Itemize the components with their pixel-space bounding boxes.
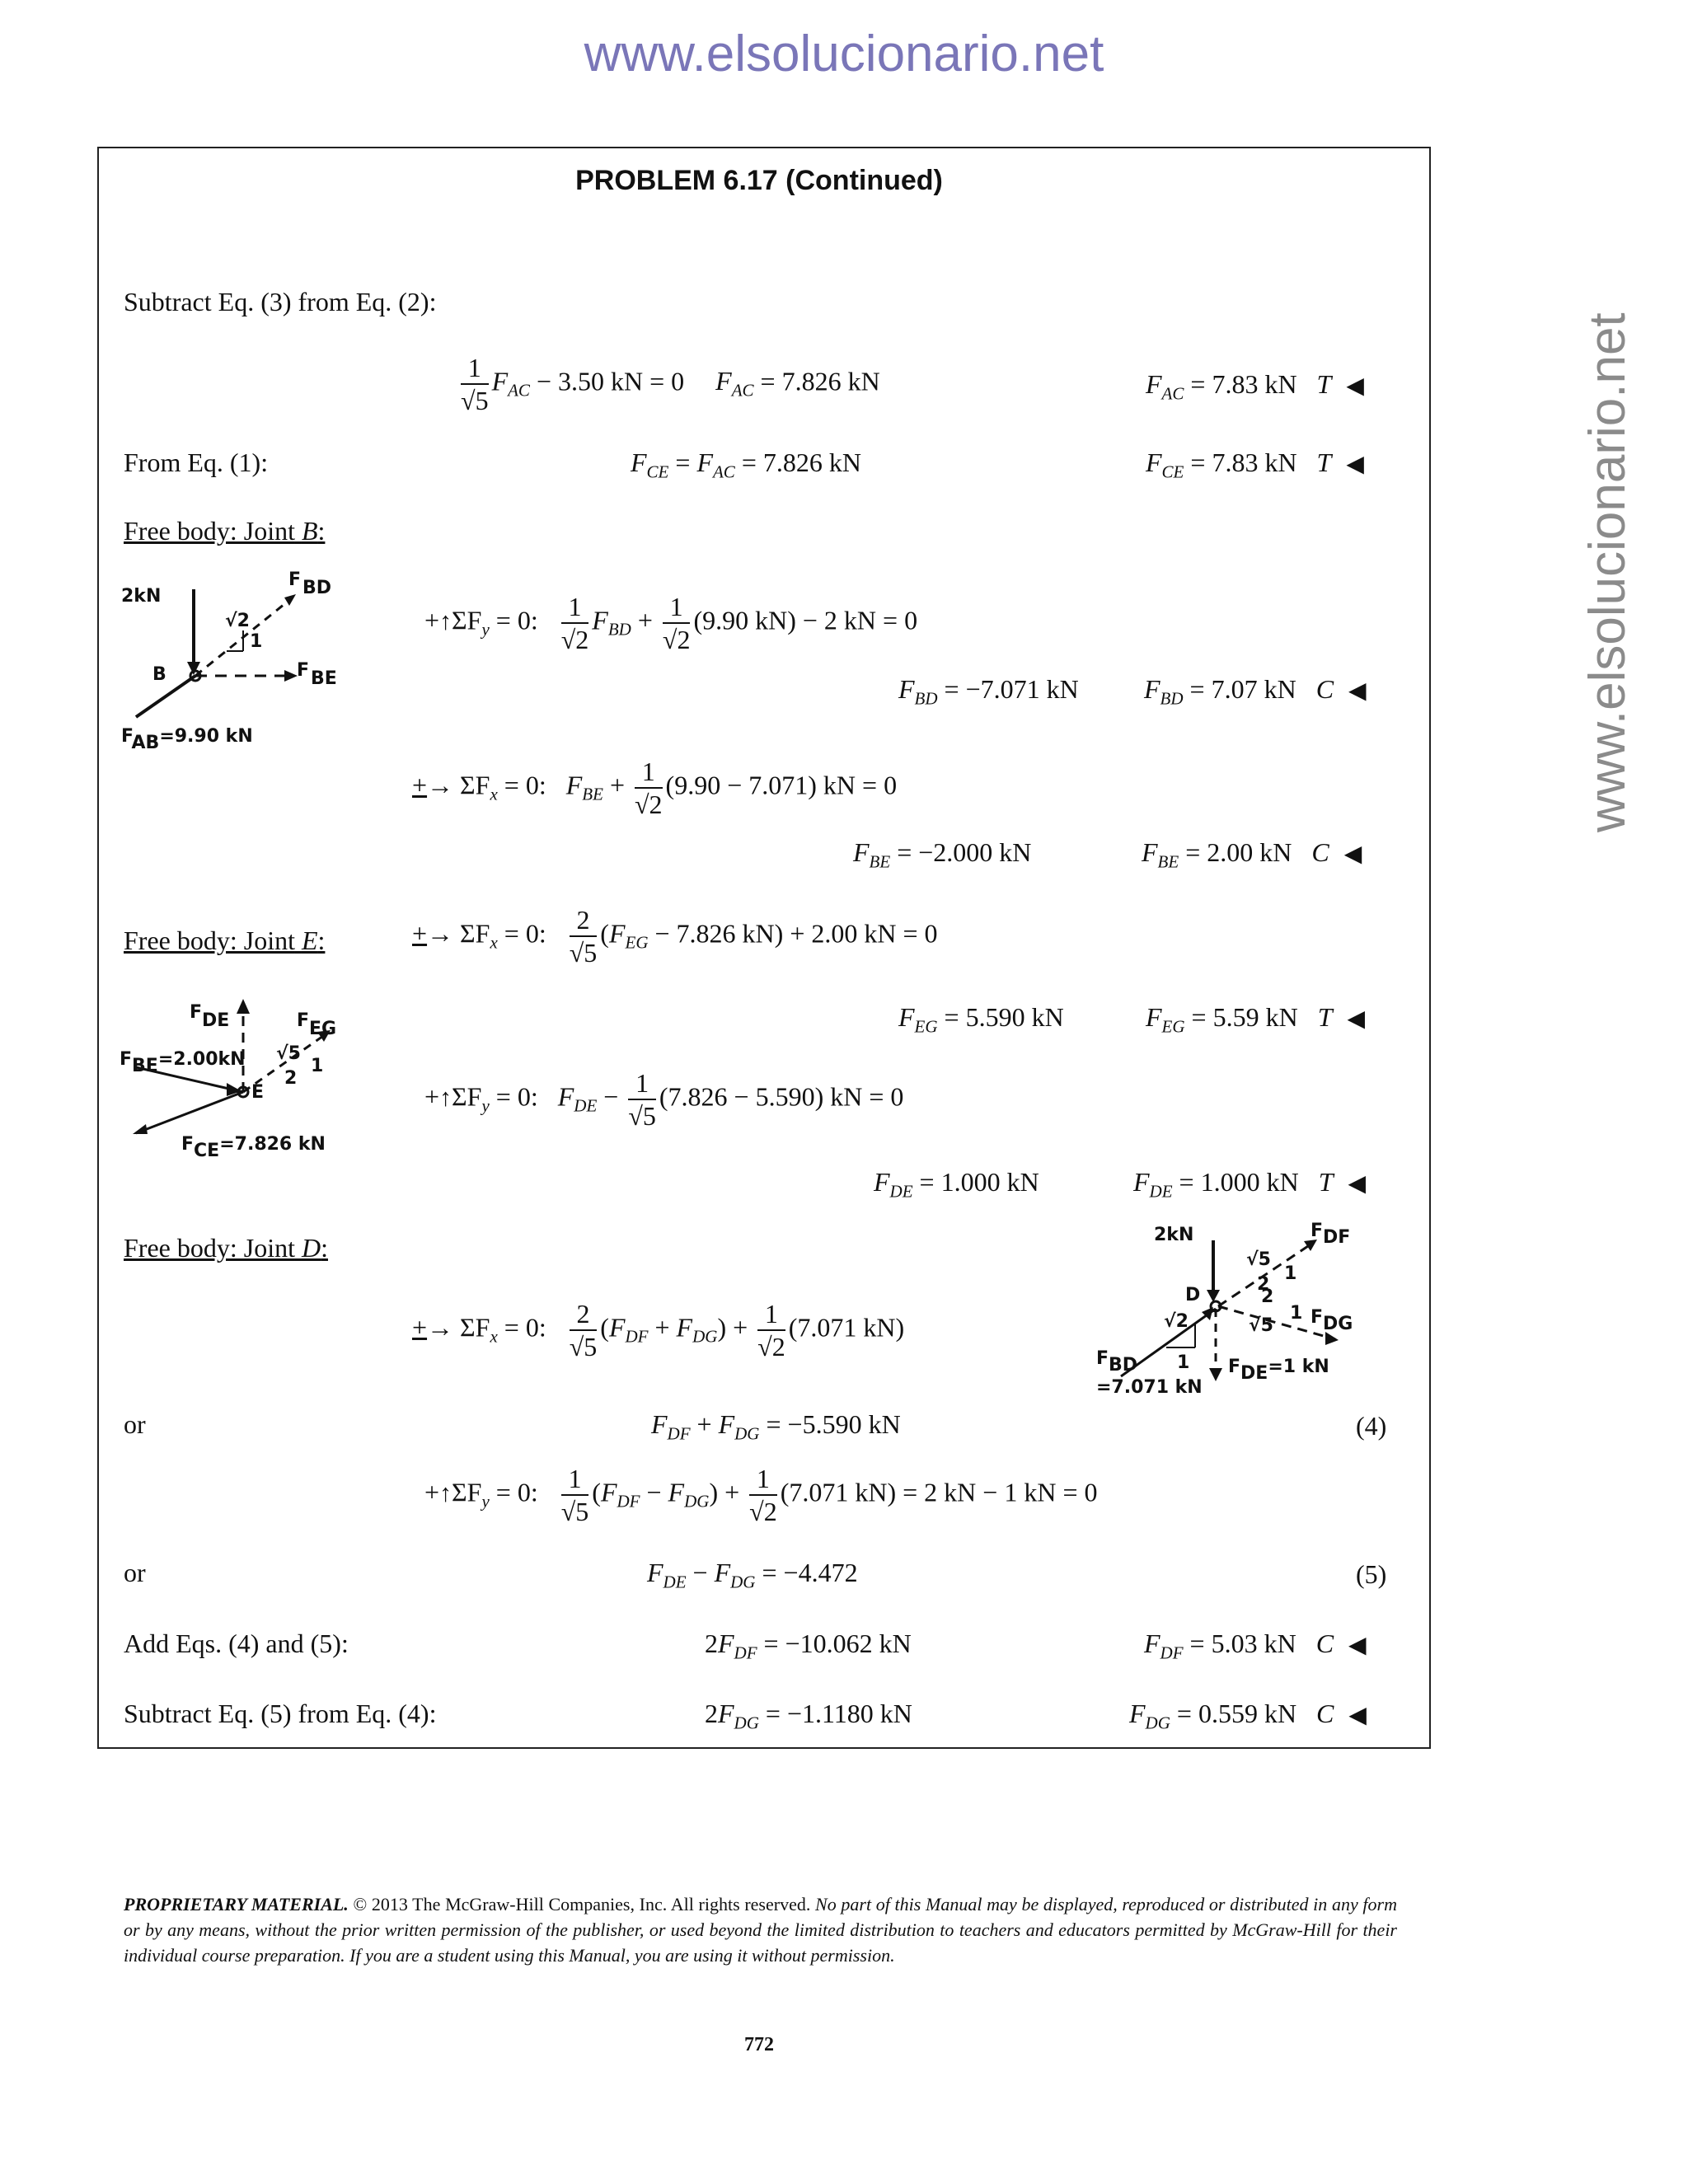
equation-e-sum-fx: +→ $\Sigma F_x = 0$: $\frac{2}{√5}$ ($F_{EG} - 7.826$ kN) + 2.00 kN = 0	[412, 905, 938, 968]
slope-label: 1	[1284, 1263, 1297, 1284]
slope-label: 1	[1177, 1352, 1190, 1373]
equation-fbd: $F_{BD} = -7.071$ kN	[898, 674, 1079, 709]
slope-label: √5	[276, 1043, 301, 1064]
result-fdg: $F_{DG} = 0.559$ kN C ◀	[1129, 1699, 1367, 1733]
step-text: or	[124, 1558, 146, 1587]
result-fbd: $F_{BD} = 7.07$ kN C ◀	[1144, 674, 1367, 709]
equation-fde: $F_{DE} = 1.000$ kN	[874, 1167, 1039, 1202]
slope-label: √2	[1164, 1311, 1189, 1332]
equation-b-sum-fy: $+↑\Sigma F_y = 0$: $\frac{1}{√2}$ $F_{BD}$ + $\frac{1}{√2}$ (9.90 kN) − 2 kN = 0	[424, 592, 918, 654]
step-text: From Eq. (1):	[124, 448, 269, 477]
force-label-fde: FDE	[190, 1002, 230, 1031]
joint-d-heading: Free body: Joint D:	[124, 1233, 328, 1263]
result-fdf: $F_{DF} = 5.03$ kN C ◀	[1144, 1629, 1367, 1663]
equation-number: (4)	[1356, 1411, 1387, 1441]
force-label-fbe: FBE	[297, 660, 337, 689]
load-label: 2kN	[121, 586, 162, 607]
force-label-fab: FAB=9.90 kN	[121, 726, 253, 750]
step-text: Subtract Eq. (3) from Eq. (2):	[124, 287, 437, 316]
page-number: 772	[744, 2034, 774, 2055]
equation-d-sum-fx: +→ $\Sigma F_x = 0$: $\frac{2}{√5}$ $(F_{DF} + F_{DG})$ + $\frac{1}{√2}$ (7.071 kN)	[412, 1299, 905, 1361]
result-fce: $F_{CE} = 7.83$ kN T ◀	[1146, 448, 1364, 482]
free-body-diagram-d	[1088, 1220, 1360, 1409]
force-label-fde: FDE=1 kN	[1228, 1357, 1329, 1384]
load-label: 2kN	[1154, 1225, 1194, 1245]
free-body-diagram-b	[120, 565, 359, 750]
step-text: Add Eqs. (4) and (5):	[124, 1629, 349, 1658]
joint-label: D	[1185, 1285, 1201, 1305]
watermark-top: www.elsolucionario.net	[584, 26, 1104, 82]
equation-number: (5)	[1356, 1559, 1387, 1589]
step-text: or	[124, 1409, 146, 1439]
copyright-footer: PROPRIETARY MATERIAL. © 2013 The McGraw-Hill Companies, Inc. All rights reserved. No part of this Manual may be displayed, reproduced or distributed in any form or by any means, without the prior written permission of the publisher, or used beyond the limited distribution to teachers and educators permitted by McGraw-Hill for their individual course preparation. If you are a student using this Manual, you are using it without permission.	[124, 1894, 1397, 1966]
slope-label: 2	[1261, 1286, 1274, 1307]
slope-label: 2	[284, 1068, 298, 1089]
slope-label: √2	[225, 611, 250, 631]
problem-title: PROBLEM 6.17 (Continued)	[575, 165, 943, 196]
joint-b-heading: Free body: Joint B:	[124, 516, 326, 546]
equation-fac: $\frac{1}{√5}$ $F_{AC} - 3.50$ kN = 0 $F_{AC} = 7.826$ kN	[461, 353, 880, 415]
force-label-fbd: FBD	[1096, 1348, 1138, 1376]
joint-label: B	[152, 664, 166, 685]
slope-label: 1	[311, 1056, 324, 1076]
result-fac: $F_{AC} = 7.83$ kN T ◀	[1146, 369, 1364, 404]
force-label-fbd-value: =7.071 kN	[1096, 1377, 1203, 1398]
slope-label: √5	[1249, 1315, 1273, 1336]
equation-feg: $F_{EG} = 5.590$ kN	[898, 1002, 1064, 1037]
equation-5: $F_{DE} - F_{DG} = -4.472$	[647, 1558, 858, 1592]
equation-b-sum-fx: +→ $\Sigma F_x = 0$: $F_{BE}$ + $\frac{1}{√2}$ (9.90 − 7.071) kN = 0	[412, 757, 898, 819]
watermark-side: www.elsolucionario.net	[1579, 312, 1636, 832]
force-label-fce: FCE=7.826 kN	[181, 1134, 326, 1161]
result-fbe: $F_{BE} = 2.00$ kN C ◀	[1142, 837, 1362, 872]
result-feg: $F_{EG} = 5.59$ kN T ◀	[1146, 1002, 1366, 1037]
force-label-fbe: FBE=2.00kN	[120, 1049, 246, 1076]
slope-label: 2	[1257, 1274, 1270, 1295]
joint-e-heading: Free body: Joint E:	[124, 926, 326, 955]
force-label-fbd: FBD	[288, 569, 332, 598]
equation-4: $F_{DF} + F_{DG} = -5.590$ kN	[651, 1409, 901, 1444]
equation-2fdf: $2F_{DF} = -10.062$ kN	[705, 1629, 912, 1663]
force-label-fdf: FDF	[1311, 1221, 1351, 1248]
equation-fce: $F_{CE} = F_{AC} = 7.826$ kN	[631, 448, 861, 482]
joint-label: E	[251, 1082, 265, 1103]
slope-label: 1	[1290, 1303, 1303, 1324]
slope-label: 1	[250, 631, 263, 652]
force-label-feg: FEG	[297, 1010, 337, 1039]
equation-2fdg: $2F_{DG} = -1.1180$ kN	[705, 1699, 912, 1733]
result-fde: $F_{DE} = 1.000$ kN T ◀	[1133, 1167, 1367, 1202]
free-body-diagram-e	[120, 989, 359, 1162]
step-text: Subtract Eq. (5) from Eq. (4):	[124, 1699, 437, 1728]
equation-e-sum-fy: $+↑\Sigma F_y = 0$: $F_{DE}$ − $\frac{1}{√5}$ (7.826 − 5.590) kN = 0	[424, 1068, 904, 1131]
force-label-fdg: FDG	[1311, 1307, 1353, 1334]
equation-d-sum-fy: $+↑\Sigma F_y = 0$: $\frac{1}{√5}$ $(F_{DF} - F_{DG})$ + $\frac{1}{√2}$ (7.071 kN) = 2 kN − 1 kN = 0	[424, 1464, 1098, 1526]
equation-fbe: $F_{BE} = -2.000$ kN	[853, 837, 1032, 872]
slope-label: √5	[1246, 1249, 1271, 1270]
